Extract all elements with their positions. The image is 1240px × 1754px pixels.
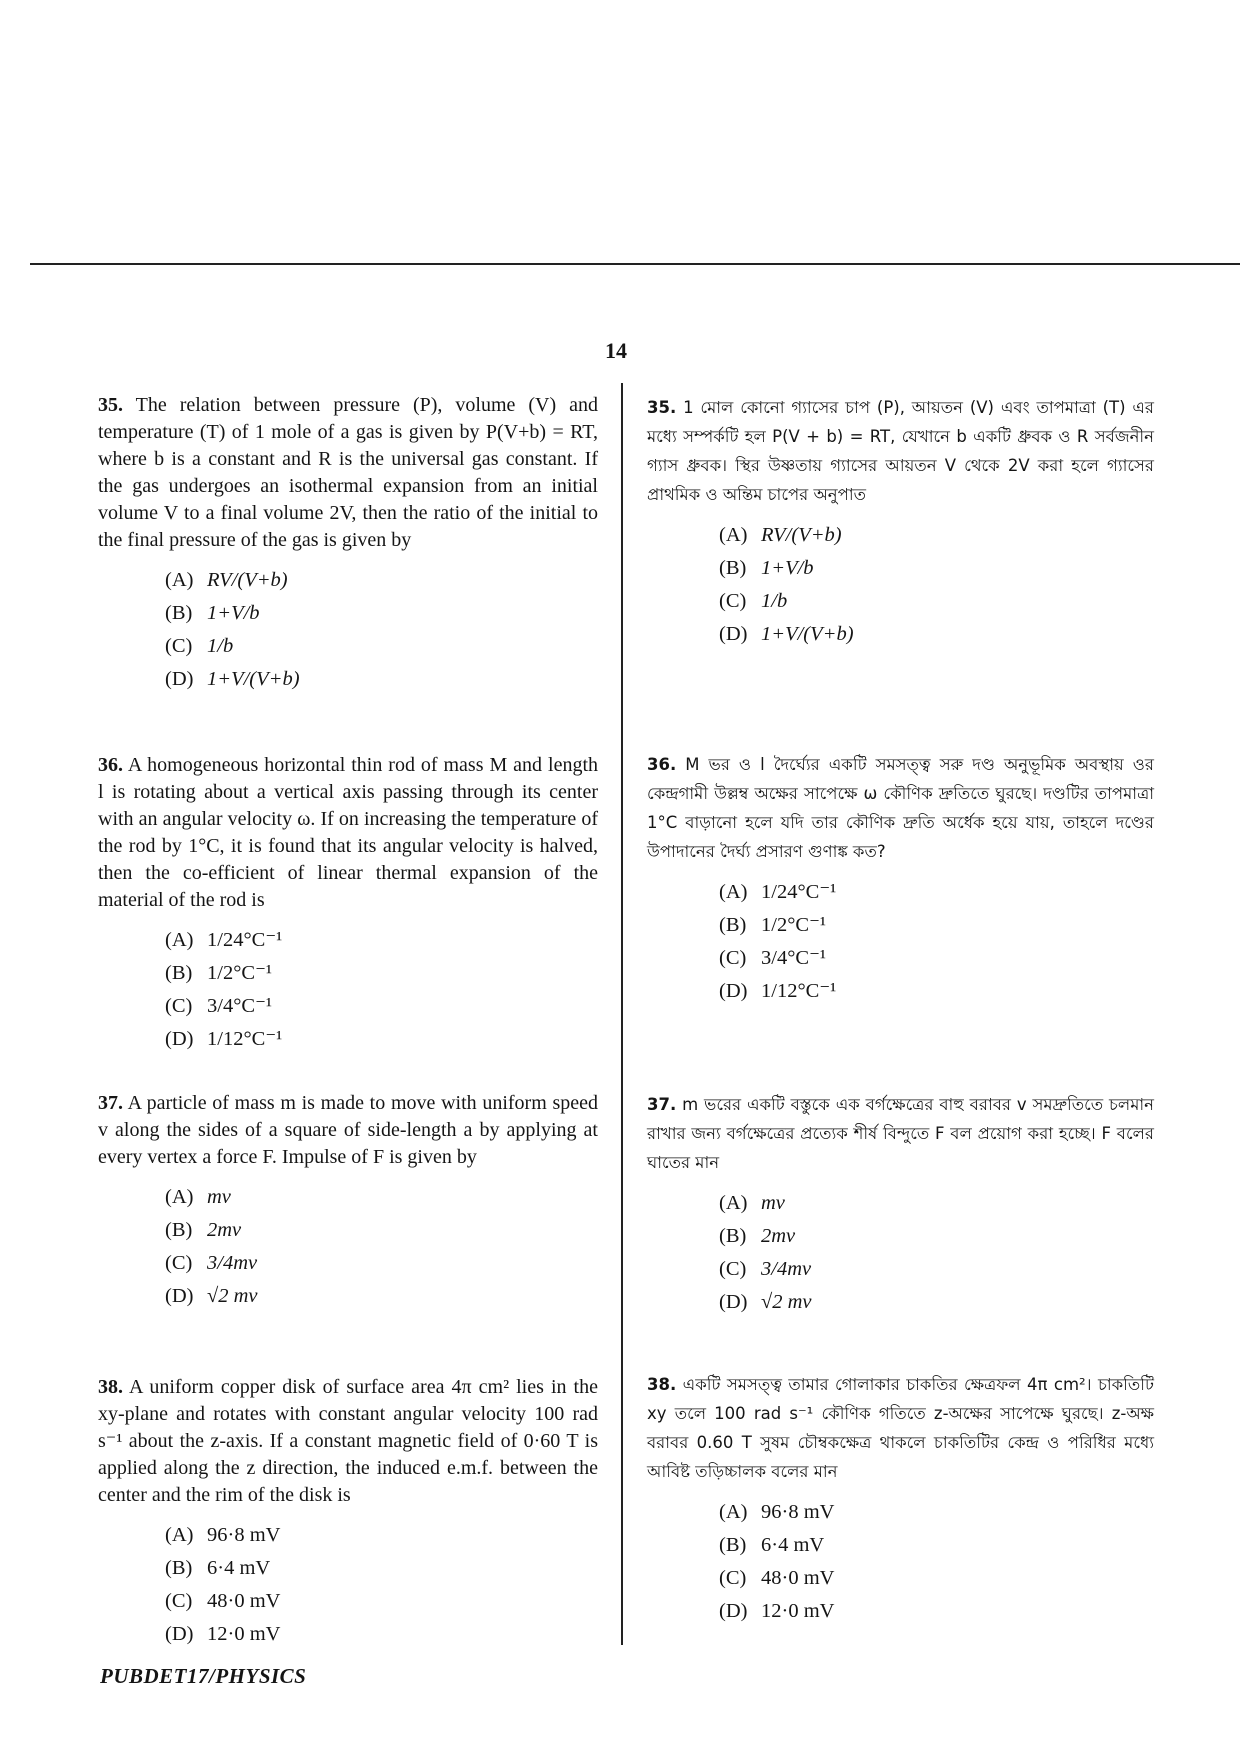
question-number: 37. xyxy=(98,1092,123,1114)
option-c: (C) 3/4°C⁻¹ xyxy=(165,995,273,1017)
question-number: 35. xyxy=(647,398,677,417)
question-stem: A uniform copper disk of surface area 4π cm² lies in the xy-plane and rotates with constant angular velocity 100 rad s⁻¹ about the z-axis. If a constant magnetic field of 0·60 T is applied along the z direction, the induced e.m.f. between the center and the rim of the disk is xyxy=(98,1376,598,1506)
option-a: (A) RV/(V+b) xyxy=(165,569,288,591)
option-list xyxy=(98,1519,598,1651)
option-b: (B) 1/2°C⁻¹ xyxy=(165,962,273,984)
option-b: (B) 1+V/b xyxy=(165,602,260,624)
question-number: 37. xyxy=(647,1095,677,1114)
question-number: 38. xyxy=(647,1375,677,1394)
question-number: 36. xyxy=(647,755,677,774)
question-35-english xyxy=(98,392,598,696)
question-36-bengali xyxy=(647,750,1154,1008)
option-d: (D) 12·0 mV xyxy=(719,1600,835,1622)
question-stem: M ভর ও l দৈর্ঘ্যের একটি সমসত্ত্ব সরু দণ্ড অনুভূমিক অবস্থায় ওর কেন্দ্রগামী উল্লম্ব অক্ষের সাপেক্ষে ω কৌণিক দ্রুতিতে ঘুরছে। দণ্ডটির তাপমাত্রা 1°C বাড়ানো হলে যদি তার কৌণিক দ্রুতি অর্ধেক হয়ে যায়, তাহলে দণ্ডের উপাদানের দৈর্ঘ্য প্রসারণ গুণাঙ্ক কত? xyxy=(647,755,1154,861)
option-b: (B) 6·4 mV xyxy=(165,1557,271,1579)
option-a: (A) 1/24°C⁻¹ xyxy=(165,929,283,951)
option-c: (C) 3/4mv xyxy=(719,1258,812,1280)
page-number: 14 xyxy=(605,338,627,363)
question-stem: m ভরের একটি বস্তুকে এক বর্গক্ষেত্রের বাহু বরাবর v সমদ্রুতিতে চলমান রাখার জন্য বর্গক্ষেত্রের প্রত্যেক শীর্ষ বিন্দুতে F বল প্রয়োগ করা হচ্ছে। F বলের ঘাতের মান xyxy=(647,1095,1154,1172)
option-c: (C) 1/b xyxy=(165,635,234,657)
option-list xyxy=(98,924,598,1056)
question-38-english xyxy=(98,1374,598,1651)
question-number: 35. xyxy=(98,394,123,416)
option-list xyxy=(647,519,1154,651)
header-rule xyxy=(30,263,1240,265)
question-38-bengali xyxy=(647,1370,1154,1628)
option-list xyxy=(647,1187,1154,1319)
option-b: (B) 1/2°C⁻¹ xyxy=(719,914,827,936)
question-stem: The relation between pressure (P), volume (V) and temperature (T) of 1 mole of a gas is given by P(V+b) = RT, where b is a constant and R is the universal gas constant. If the gas undergoes an isothermal expansion from an initial volume V to a final volume 2V, then the ratio of the initial to the final pressure of the gas is given by xyxy=(98,394,598,551)
option-c: (C) 1/b xyxy=(719,590,788,612)
option-a: (A) mv xyxy=(165,1186,231,1208)
option-d: (D) 1/12°C⁻¹ xyxy=(719,980,837,1002)
question-number: 36. xyxy=(98,754,123,776)
question-37-english xyxy=(98,1090,598,1313)
question-number: 38. xyxy=(98,1376,123,1398)
option-c: (C) 3/4°C⁻¹ xyxy=(719,947,827,969)
option-list xyxy=(98,564,598,696)
option-d: (D) 1+V/(V+b) xyxy=(719,623,854,645)
option-d: (D) 1/12°C⁻¹ xyxy=(165,1028,283,1050)
question-stem: A homogeneous horizontal thin rod of mass M and length l is rotating about a vertical axis passing through its center with an angular velocity ω. If on increasing the temperature of the rod by 1°C, it is found that its angular velocity is halved, then the co-efficient of linear thermal expansion of the material of the rod is xyxy=(98,754,598,911)
column-divider xyxy=(621,383,623,1645)
question-stem: একটি সমসত্ত্ব তামার গোলাকার চাকতির ক্ষেত্রফল 4π cm²। চাকতিটি xy তলে 100 rad s⁻¹ কৌণিক গতিতে z-অক্ষের সাপেক্ষে ঘুরছে। z-অক্ষ বরাবর 0.60 T সুষম চৌম্বকক্ষেত্র থাকলে চাকতিটির কেন্দ্র ও পরিধির মধ্যে আবিষ্ট তড়িচ্চালক বলের মান xyxy=(647,1375,1154,1481)
option-d: (D) 12·0 mV xyxy=(165,1623,281,1645)
option-c: (C) 48·0 mV xyxy=(165,1590,281,1612)
option-a: (A) 96·8 mV xyxy=(719,1501,835,1523)
question-stem: 1 মোল কোনো গ্যাসের চাপ (P), আয়তন (V) এবং তাপমাত্রা (T) এর মধ্যে সম্পর্কটি হল P(V + b) = RT, যেখানে b একটি ধ্রুবক ও R সর্বজনীন গ্যাস ধ্রুবক। স্থির উষ্ণতায় গ্যাসের আয়তন V থেকে 2V করা হলে গ্যাসের প্রাথমিক ও অন্তিম চাপের অনুপাত xyxy=(647,398,1154,504)
option-c: (C) 3/4mv xyxy=(165,1252,258,1274)
option-c: (C) 48·0 mV xyxy=(719,1567,835,1589)
question-35-bengali xyxy=(647,393,1154,651)
option-a: (A) 1/24°C⁻¹ xyxy=(719,881,837,903)
option-d: (D) 1+V/(V+b) xyxy=(165,668,300,690)
option-a: (A) 96·8 mV xyxy=(165,1524,281,1546)
option-d: (D) √2 mv xyxy=(165,1285,258,1307)
option-list xyxy=(98,1181,598,1313)
option-b: (B) 2mv xyxy=(165,1219,242,1241)
option-a: (A) mv xyxy=(719,1192,785,1214)
question-37-bengali xyxy=(647,1090,1154,1319)
footer-code: PUBDET17/PHYSICS xyxy=(100,1664,307,1688)
option-list xyxy=(647,1496,1154,1628)
option-b: (B) 2mv xyxy=(719,1225,796,1247)
option-d: (D) √2 mv xyxy=(719,1291,812,1313)
question-36-english xyxy=(98,752,598,1056)
question-stem: A particle of mass m is made to move with uniform speed v along the sides of a square of side-length a by applying at every vertex a force F. Impulse of F is given by xyxy=(98,1092,599,1168)
option-a: (A) RV/(V+b) xyxy=(719,524,842,546)
option-list xyxy=(647,876,1154,1008)
option-b: (B) 1+V/b xyxy=(719,557,814,579)
option-b: (B) 6·4 mV xyxy=(719,1534,825,1556)
